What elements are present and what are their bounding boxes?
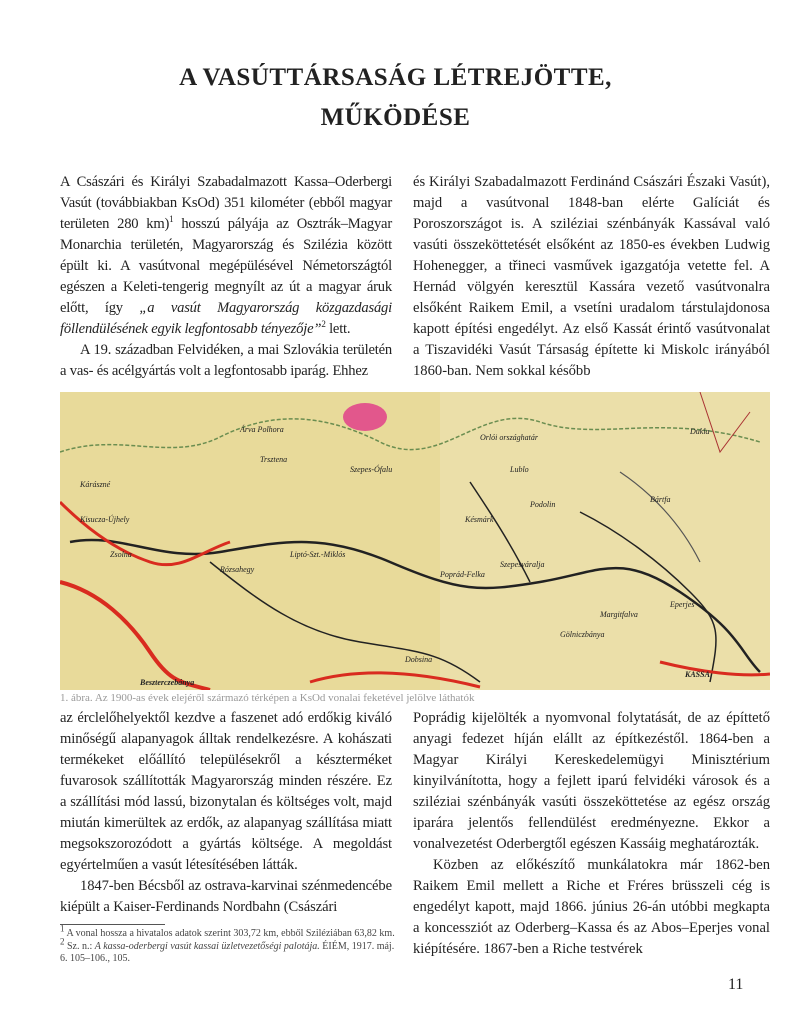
map-label: Rózsahegy — [220, 565, 255, 574]
map-drawing — [60, 392, 770, 690]
title-line-2: MŰKÖDÉSE — [320, 104, 471, 131]
footnote-text: A vonal hossza a hivatalos adatok szerint 303,72 km, ebből Sziléziában 63,82 km. — [66, 928, 395, 939]
footnote-divider — [60, 924, 165, 925]
text: lett. — [325, 321, 351, 337]
paragraph — [60, 172, 392, 340]
paragraph: Közben az előkészítő munkálatokra már 1862-ben Raikem Emil mellett a Riche et Fréres brüsszeli cég is engedélyt kapott, majd 1866. június 26-án utóbbi megkapta a koncessziót az Oderberg–Kassa és az Abos–Eperjes vonal kiépítésére. 1867-ben a Riche testvérek — [413, 857, 770, 957]
map-label: Eperjes — [670, 600, 695, 609]
paragraph: 1847-ben Bécsből az ostrava-karvinai szénmedencébe kiépült a Kaiser-Ferdinands Nordbahn (Császári — [60, 878, 392, 915]
page-number: 11 — [728, 976, 744, 993]
text: A Császári és Királyi Szabadalmazott Kassa–Oderbergi Vasút (továbbiakban KsOd) 351 kilométer (ebből magyar területen 280 km) — [60, 174, 392, 232]
footnote-text: Sz. n.: — [67, 940, 95, 952]
column-left-bottom — [60, 708, 392, 918]
map-label: Zsolna — [110, 550, 132, 559]
map-label: Bártfa — [650, 495, 671, 504]
map-label: Árva Polhora — [240, 425, 284, 434]
map-label: Dobsina — [405, 655, 433, 664]
map-label: Gölniczbánya — [560, 630, 605, 639]
paragraph: A 19. században Felvidéken, a mai Szlovákia területén a vas- és acélgyártás volt a legfontosabb iparág. Ehhez — [60, 342, 392, 379]
column-right-top — [413, 172, 770, 382]
footnote-text: ÉIÉM, 1917. máj. 6. 105–106., 105. — [60, 940, 395, 964]
map-label: Liptó-Szt.-Miklós — [290, 550, 346, 559]
map-label: Trsztena — [260, 455, 288, 464]
paragraph: az érclelőhelyektől kezdve a faszenet adó erdőkig kiváló minőségű alapanyagok álltak rendelkezésre. A kohászati termékeket előállító településekről a készterméket fuvarosok szállították Magyarország minden részére. Ez a szállítási mód lassú, bizonytalan és költséges volt, majd miután kimerültek az erdők, az alapanyag szállítása miatt megsokszorozódott a gyártás költsége. A megoldást egyértelműen a vasút létesítésében látták. — [60, 710, 392, 873]
page-title — [0, 58, 791, 138]
map-label: Késmárk — [465, 515, 494, 524]
railway-map-figure — [60, 392, 770, 690]
footnote-ref: 1 — [169, 214, 174, 225]
column-right-bottom — [413, 708, 770, 960]
ink-stain — [343, 403, 387, 431]
map-label: Kisucza-Újhely — [80, 515, 130, 524]
footnote-number: 1 — [60, 923, 65, 934]
column-left-top — [60, 172, 392, 382]
figure-caption: 1. ábra. Az 1900-as évek elejéről származó térképen a KsOd vonalai feketével jelölve láthatók — [60, 692, 475, 704]
footnote — [60, 936, 400, 966]
footnote-title: A kassa-oderbergi vasút kassai üzletvezetőségi palotája. — [94, 940, 320, 952]
map-label: Margitfalva — [600, 610, 638, 619]
footnotes — [60, 923, 400, 966]
paragraph: Poprádig kijelölték a nyomvonal folytatását, de az építtető anyagi fedezet híján elállt az építkezéstől. 1864-ben a Magyar Királyi Kereskedelemügyi Minisztérium kinyilvánította, hogy a fejlett iparú felvidéki városok és a sziléziai szénbányák vasúti összeköttetése az egész ország iparára jelentős fellendülést eredményezne. Ekkor a vonalvezetést Oderbergtől egészen Kassáig meghatározták. — [413, 710, 770, 852]
map-label: KASSA — [685, 670, 710, 679]
footnote — [60, 923, 400, 941]
title-line-1: A VASÚTTÁRSASÁG LÉTREJÖTTE, — [179, 64, 612, 91]
footnote-number: 2 — [60, 936, 65, 947]
paragraph: és Királyi Szabadalmazott Ferdinánd Császári Északi Vasút), majd a vasútvonal 1848-ban elérte Galíciát és Poroszországot is. A sziléziai szénbányák Kassával való vasúti összeköttetését elsőként az 1850-es években Ludwig Hohenegger, a třineci vasművek igazgatója vetette fel. A Hernád völgyén keresztül Kassára vezető vasútvonalra elsőként Raikem Emil, a vsetíni uradalom társtulajdonosa kapott építési engedélyt. Az első Kassát érintő vasútvonalat a Tiszavidéki Vasút Társaság építette ki Miskolc irányából 1860-ban. Nem sokkal később — [413, 174, 770, 379]
map-label: Orlói országhatár — [480, 433, 539, 442]
map-label: Szepesváralja — [500, 560, 545, 569]
text: hosszú pályája az Osztrák–Magyar Monarchia területén, Magyarország és Szilézia között épült ki. A vasútvonal megépülésével Németországtól egészen a Keleti-tengerig megnyílt az út a magyar áruk előtt, így — [60, 216, 392, 316]
map-label: Lublo — [510, 465, 529, 474]
map-label: Poprád-Felka — [440, 570, 485, 579]
footnote-ref: 2 — [321, 319, 326, 330]
map-label: Beszterczebánya — [140, 678, 195, 687]
quote: „a vasút Magyarország közgazdasági föllendülésének egyik legfontosabb tényezője” — [60, 300, 392, 337]
map-label: Dukla — [690, 427, 710, 436]
map-label: Szepes-Ófalu — [350, 465, 393, 474]
map-label: Kárászné — [80, 480, 111, 489]
map-label: Podolin — [530, 500, 556, 509]
